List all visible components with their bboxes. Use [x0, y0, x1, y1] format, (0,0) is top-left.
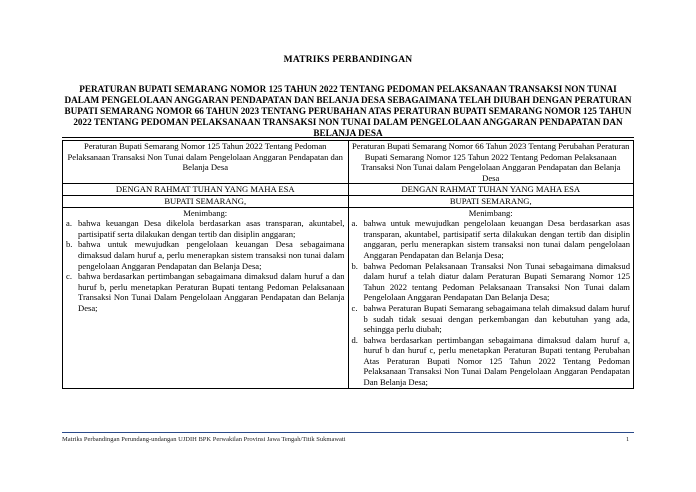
item-mark: d.	[351, 334, 358, 345]
item-text: bahwa berdasarkan pertimbangan sebagaimana dimaksud dalam huruf a dan huruf b, perlu menetapkan Peraturan Bupati tentang Pedoman Pelaksanaan Transaksi Non Tunai Dalam Pengelolaan Anggaran Pendapatan dan Belanja Desa;	[78, 271, 345, 313]
item-mark: a.	[351, 218, 358, 229]
item-text: bahwa Peraturan Bupati Semarang sebagaimana telah dimaksud dalam huruf b sudah tidak sesuai dengan perkembangan dan kebutuhan yang ada, sehingga perlu diubah;	[363, 302, 630, 335]
right-items-list	[352, 218, 631, 388]
page-number: 1	[626, 436, 630, 443]
title-divider	[62, 137, 634, 138]
list-item	[66, 271, 345, 313]
item-mark: c.	[66, 271, 72, 282]
menimbang-label-right: Menimbang:	[468, 207, 513, 218]
column-header-left: Peraturan Bupati Semarang Nomor 125 Tahun 2022 Tentang Pedoman Pelaksanaan Transaksi Non Tunai dalam Pengelolaan Anggaran Pendapatan dan Belanja Desa	[63, 141, 349, 184]
item-text: bahwa keuangan Desa dikelola berdasarkan asas transparan, akuntabel, partisipatif serta dilakukan dengan tertib dan disiplin anggaran;	[78, 218, 345, 239]
menimbang-label-left: Menimbang:	[183, 207, 228, 218]
list-item	[352, 218, 631, 260]
item-text: bahwa berdasarkan pertimbangan sebagaimana dimaksud dalam huruf a, huruf b dan huruf c, perlu menetapkan Peraturan Bupati tentang Perubahan Atas Peraturan Bupati Nomor 125 Tahun 2022 Tentang Pedoman Pelaksanaan Transaksi Non Tunai Dalam Pengelolaan Anggaran Pendapatan Dan Belanja Desa;	[363, 334, 630, 388]
document-subtitle: PERATURAN BUPATI SEMARANG NOMOR 125 TAHUN 2022 TENTANG PEDOMAN PELAKSANAAN TRANSAKSI NON TUNAI DALAM PENGELOLAAN ANGGARAN PENDAPATAN DAN BELANJA DESA SEBAGAIMANA TELAH DIUBAH DENGAN PERATURAN BUPATI SEMARANG NOMOR 66 TAHUN 2023 TENTANG PERUBAHAN ATAS PERATURAN BUPATI SEMARANG NOMOR 125 TAHUN 2022 TENTANG PEDOMAN PELAKSANAAN TRANSAKSI NON TUNAI DALAM PENGELOLAAN ANGGARAN PENDAPATAN DAN BELANJA DESA	[64, 84, 632, 138]
menimbang-left-cell	[63, 207, 349, 388]
menimbang-row	[63, 207, 634, 388]
footer-text: Matriks Perbandingan Perundang-undangan UJDIH BPK Perwakilan Provinsi Jawa Tengah/Titik Sukmawati	[62, 436, 346, 443]
bupati-row	[63, 195, 634, 207]
column-header-right: Peraturan Bupati Semarang Nomor 66 Tahun 2023 Tentang Perubahan Peraturan Bupati Semarang Nomor 125 Tahun 2022 Tentang Pedoman Pelaksanaan Transaksi Non Tunai dalam Pengelolaan Anggaran Pendapatan dan Belanja Desa	[348, 141, 634, 184]
rahmat-row	[63, 184, 634, 196]
table-header-row	[63, 141, 634, 184]
list-item	[66, 239, 345, 271]
rahmat-right: DENGAN RAHMAT TUHAN YANG MAHA ESA	[348, 184, 634, 196]
item-text: bahwa untuk mewujudkan pengelolaan keuangan Desa sebagaimana dimaksud dalam huruf a, perlu menerapkan sistem transaksi non tunai dalam pengelolaan Anggaran Pendapatan dan Belanja Desa;	[78, 239, 345, 271]
rahmat-left: DENGAN RAHMAT TUHAN YANG MAHA ESA	[63, 184, 349, 196]
item-text: bahwa Pedoman Pelaksanaan Transaksi Non Tunai sebagaimana dimaksud dalam huruf a telah diatur dalam Peraturan Bupati Semarang Nomor 125 Tahun 2022 tentang Pedoman Pelaksanaan Transaksi Non Tunai dalam Pengelolaan Anggaran Pendapatan Dan Belanja Desa;	[363, 260, 630, 303]
menimbang-right-cell	[348, 207, 634, 388]
list-item	[352, 303, 631, 335]
item-mark: c.	[351, 302, 358, 313]
footer-divider	[62, 432, 634, 433]
left-items-list	[66, 218, 345, 313]
item-mark: b.	[351, 260, 358, 271]
comparison-table	[62, 140, 634, 389]
list-item	[66, 218, 345, 239]
item-text: bahwa untuk mewujudkan pengelolaan keuangan Desa berdasarkan asas transparan, akuntabel, partisipatif serta dilakukan dengan tertib dan disiplin anggaran, perlu menerapkan sistem transaksi non tunai dalam pengelolaan Anggaran Pendapatan dan Belanja Desa;	[363, 218, 630, 260]
item-mark: a.	[66, 218, 72, 229]
bupati-left: BUPATI SEMARANG,	[63, 195, 349, 207]
list-item	[352, 335, 631, 388]
list-item	[352, 261, 631, 303]
item-mark: b.	[66, 239, 73, 250]
document-title: MATRIKS PERBANDINGAN	[283, 55, 413, 65]
bupati-right: BUPATI SEMARANG,	[348, 195, 634, 207]
